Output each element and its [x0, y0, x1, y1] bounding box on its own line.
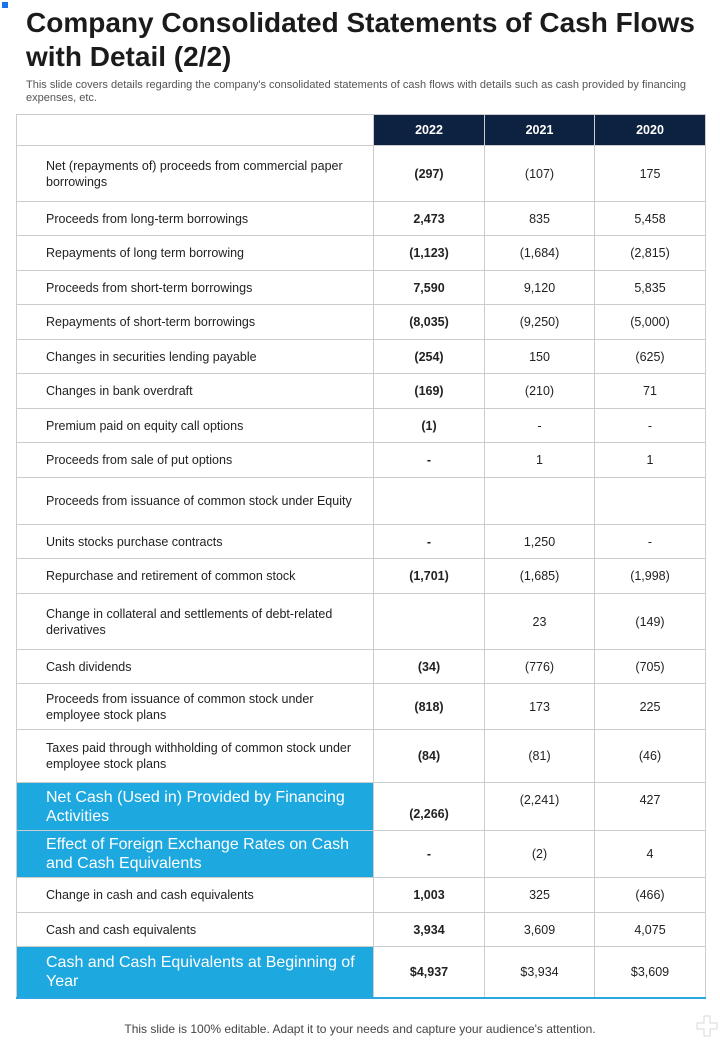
table-row — [17, 236, 706, 271]
row-label: Taxes paid through withholding of common stock under employee stock plans — [17, 730, 374, 783]
cell-2020: - — [595, 525, 706, 559]
cell-2021: 150 — [485, 340, 595, 374]
cell-2021: 23 — [485, 594, 595, 650]
row-label: Net Cash (Used in) Provided by Financing Activities — [17, 783, 374, 831]
table-row — [17, 525, 706, 559]
table-row — [17, 271, 706, 305]
cell-2020: (149) — [595, 594, 706, 650]
cell-2021: 1 — [485, 443, 595, 478]
cell-2020: 4,075 — [595, 913, 706, 947]
cell-2020: 4 — [595, 831, 706, 878]
row-label: Cash dividends — [17, 650, 374, 684]
row-label: Proceeds from short-term borrowings — [17, 271, 374, 305]
cell-2022: (169) — [374, 374, 485, 409]
cell-2022: (254) — [374, 340, 485, 374]
cell-2022: 1,003 — [374, 878, 485, 913]
cell-2021: (107) — [485, 146, 595, 202]
row-label: Change in cash and cash equivalents — [17, 878, 374, 913]
cell-2022: (818) — [374, 684, 485, 730]
cell-2021: $3,934 — [485, 947, 595, 998]
cell-2021: - — [485, 409, 595, 443]
cell-2022: $4,937 — [374, 947, 485, 998]
table-row — [17, 594, 706, 650]
corner-marker — [2, 2, 8, 8]
row-label: Repayments of short-term borrowings — [17, 305, 374, 340]
cell-2022 — [374, 594, 485, 650]
row-label: Repayments of long term borrowing — [17, 236, 374, 271]
table-row-highlight — [17, 947, 706, 998]
cell-2021: 1,250 — [485, 525, 595, 559]
row-label: Cash and Cash Equivalents at Beginning of Year — [17, 947, 374, 998]
cell-2021: (1,685) — [485, 559, 595, 594]
cell-2022: (1,123) — [374, 236, 485, 271]
cell-2022: 7,590 — [374, 271, 485, 305]
table-row — [17, 913, 706, 947]
cell-2020: (1,998) — [595, 559, 706, 594]
plus-icon — [696, 1015, 718, 1037]
cell-2022: (34) — [374, 650, 485, 684]
cell-2020: 225 — [595, 684, 706, 730]
table-row — [17, 730, 706, 783]
cell-2020: (2,815) — [595, 236, 706, 271]
cell-2020: (5,000) — [595, 305, 706, 340]
cell-2020: 427 — [595, 783, 706, 831]
row-label: Proceeds from sale of put options — [17, 443, 374, 478]
table-row — [17, 559, 706, 594]
cell-2021: (9,250) — [485, 305, 595, 340]
table-row — [17, 146, 706, 202]
cell-2021: (2,241) — [485, 783, 595, 831]
cell-2022: (2,266) — [374, 783, 485, 831]
row-label: Changes in securities lending payable — [17, 340, 374, 374]
cell-2021: (1,684) — [485, 236, 595, 271]
cell-2022: - — [374, 443, 485, 478]
cell-2020: $3,609 — [595, 947, 706, 998]
cell-2021: (210) — [485, 374, 595, 409]
row-label: Cash and cash equivalents — [17, 913, 374, 947]
row-label: Proceeds from long-term borrowings — [17, 202, 374, 236]
table-row — [17, 202, 706, 236]
cash-flow-table — [16, 114, 706, 999]
cell-2022 — [374, 478, 485, 525]
cell-2021: (81) — [485, 730, 595, 783]
cell-2020: (705) — [595, 650, 706, 684]
row-label: Proceeds from issuance of common stock under employee stock plans — [17, 684, 374, 730]
row-label: Changes in bank overdraft — [17, 374, 374, 409]
table-row — [17, 878, 706, 913]
column-header-2021: 2021 — [485, 115, 595, 146]
cell-2020: 5,458 — [595, 202, 706, 236]
cell-2021: 325 — [485, 878, 595, 913]
cell-2022: - — [374, 525, 485, 559]
cell-2022: (1) — [374, 409, 485, 443]
table-row-highlight — [17, 783, 706, 831]
cell-2021: 835 — [485, 202, 595, 236]
cell-2022: (8,035) — [374, 305, 485, 340]
cell-2022: 3,934 — [374, 913, 485, 947]
cell-2021: 173 — [485, 684, 595, 730]
table-row-highlight — [17, 831, 706, 878]
cell-2021: (776) — [485, 650, 595, 684]
cell-2022: (84) — [374, 730, 485, 783]
cell-2020: 1 — [595, 443, 706, 478]
row-label: Change in collateral and settlements of debt-related derivatives — [17, 594, 374, 650]
row-label: Units stocks purchase contracts — [17, 525, 374, 559]
cell-2021: 9,120 — [485, 271, 595, 305]
table-row — [17, 478, 706, 525]
row-label: Effect of Foreign Exchange Rates on Cash and Cash Equivalents — [17, 831, 374, 878]
table-row — [17, 374, 706, 409]
header-empty-cell — [17, 115, 374, 146]
cell-2020: (46) — [595, 730, 706, 783]
page-title: Company Consolidated Statements of Cash Flows with Detail (2/2) — [26, 7, 695, 72]
footer-note: This slide is 100% editable. Adapt it to your needs and capture your audience's attention. — [124, 1022, 596, 1036]
row-label: Premium paid on equity call options — [17, 409, 374, 443]
cell-2021 — [485, 478, 595, 525]
row-label: Repurchase and retirement of common stock — [17, 559, 374, 594]
cell-2022: (1,701) — [374, 559, 485, 594]
cell-2021: 3,609 — [485, 913, 595, 947]
table-row — [17, 305, 706, 340]
cell-2022: - — [374, 831, 485, 878]
cell-2020: 5,835 — [595, 271, 706, 305]
cell-2020: - — [595, 409, 706, 443]
cell-2020: 175 — [595, 146, 706, 202]
cell-2020: (625) — [595, 340, 706, 374]
table-row — [17, 443, 706, 478]
table-row — [17, 650, 706, 684]
cell-2022: (297) — [374, 146, 485, 202]
cell-2022: 2,473 — [374, 202, 485, 236]
column-header-2020: 2020 — [595, 115, 706, 146]
column-header-2022: 2022 — [374, 115, 485, 146]
page-subtitle: This slide covers details regarding the company's consolidated statements of cash flows with details such as cash provided by financing expenses, etc. — [26, 79, 686, 104]
row-label: Proceeds from issuance of common stock under Equity — [17, 478, 374, 525]
table-row — [17, 684, 706, 730]
cell-2020: (466) — [595, 878, 706, 913]
table-row — [17, 409, 706, 443]
table-header-row — [17, 115, 706, 146]
table-row — [17, 340, 706, 374]
cell-2020: 71 — [595, 374, 706, 409]
row-label: Net (repayments of) proceeds from commercial paper borrowings — [17, 146, 374, 202]
cell-2020 — [595, 478, 706, 525]
cell-2021: (2) — [485, 831, 595, 878]
